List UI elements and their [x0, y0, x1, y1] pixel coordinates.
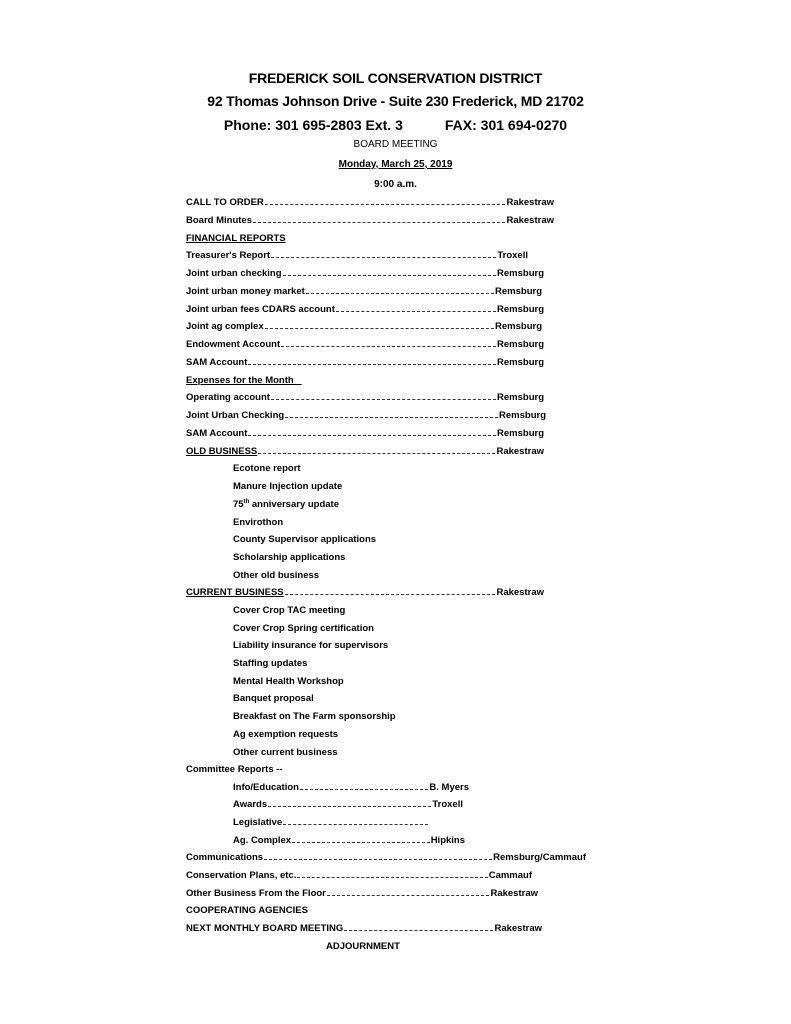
- agenda-row-endowment-account: [186, 338, 544, 352]
- agenda-presenter: Rakestraw: [506, 197, 554, 208]
- agenda-presenter: Rakestraw: [496, 587, 544, 598]
- leader-line: [265, 328, 494, 329]
- leader-line: [268, 806, 431, 807]
- agenda-presenter: Remsburg: [497, 428, 544, 439]
- meeting-time: 9:00 a.m.: [374, 179, 417, 190]
- agenda-row-treasurers-report: [186, 249, 528, 263]
- leader-line: [264, 859, 492, 860]
- agenda-row-joint-urban-checking-2: [186, 409, 546, 423]
- agenda-label: Joint ag complex: [186, 321, 264, 332]
- current-item-staffing: Staffing updates: [233, 658, 308, 669]
- agenda-row-sam-account: [186, 356, 544, 370]
- agenda-presenter: Troxell: [497, 250, 528, 261]
- agenda-row-joint-urban-checking: [186, 267, 544, 281]
- leader-line: [283, 275, 496, 276]
- agenda-presenter: Remsburg: [497, 339, 544, 350]
- leader-line: [271, 399, 496, 400]
- cooperating-agencies-heading: COOPERATING AGENCIES: [186, 905, 308, 916]
- agenda-row-operating-account: [186, 391, 544, 405]
- agenda-presenter: Cammauf: [488, 870, 532, 881]
- leader-line: [253, 222, 505, 223]
- meeting-title: BOARD MEETING: [353, 139, 438, 150]
- old-item-scholarship: Scholarship applications: [233, 552, 346, 563]
- agenda-label: Ag. Complex: [233, 835, 292, 846]
- agenda-label: Board Minutes: [186, 215, 252, 226]
- agenda-label: OLD BUSINESS: [186, 446, 258, 457]
- agenda-row-conservation-plans: [186, 869, 532, 883]
- agenda-label: Joint urban money market: [186, 286, 305, 297]
- leader-line: [336, 311, 496, 312]
- leader-line: [292, 842, 430, 843]
- fax-number: FAX: 301 694-0270: [444, 117, 568, 133]
- committee-reports-heading: Committee Reports --: [186, 764, 283, 775]
- agenda-row-current-business: [186, 586, 544, 600]
- leader-line: [344, 930, 493, 931]
- agenda-label: CURRENT BUSINESS: [186, 587, 284, 598]
- agenda-presenter: Troxell: [432, 799, 463, 810]
- leader-line: [248, 435, 496, 436]
- agenda-presenter: Remsburg: [495, 286, 542, 297]
- leader-line: [285, 417, 498, 418]
- leader-line: [297, 877, 487, 878]
- phone-number: Phone: 301 695-2803 Ext. 3: [223, 117, 403, 133]
- leader-line: [283, 824, 428, 825]
- leader-line: [271, 257, 496, 258]
- agenda-label: SAM Account: [186, 357, 248, 368]
- current-item-mental-health: Mental Health Workshop: [233, 676, 344, 687]
- leader-line: [265, 204, 506, 205]
- anniversary-suffix: th: [243, 498, 250, 505]
- financial-reports-heading: FINANCIAL REPORTS: [186, 233, 286, 244]
- agenda-row-communications: [186, 851, 586, 865]
- old-item-county-supervisor: County Supervisor applications: [233, 534, 377, 545]
- agenda-row-call-to-order: [186, 196, 554, 210]
- org-address: 92 Thomas Johnson Drive - Suite 230 Frederick, MD 21702: [207, 93, 584, 109]
- meeting-date: Monday, March 25, 2019: [338, 159, 453, 170]
- agenda-label: Other Business From the Floor: [186, 888, 326, 899]
- current-item-breakfast: Breakfast on The Farm sponsorship: [233, 711, 396, 722]
- leader-line: [306, 293, 494, 294]
- committee-row-awards: [233, 798, 463, 812]
- org-name: FREDERICK SOIL CONSERVATION DISTRICT: [248, 70, 543, 86]
- agenda-label: Joint Urban Checking: [186, 410, 285, 421]
- leader-line: [281, 346, 496, 347]
- agenda-label: Awards: [233, 799, 268, 810]
- old-item-ecotone: Ecotone report: [233, 463, 301, 474]
- leader-line: [248, 364, 496, 365]
- agenda-row-old-business: [186, 445, 544, 459]
- old-item-anniversary: [233, 498, 339, 512]
- old-item-envirothon: Envirothon: [233, 517, 284, 528]
- leader-line: [285, 594, 496, 595]
- agenda-presenter: Rakestraw: [490, 888, 538, 899]
- anniversary-text: anniversary update: [249, 499, 340, 510]
- agenda-presenter: Remsburg: [497, 392, 544, 403]
- leader-line: [327, 895, 490, 896]
- agenda-label: Conservation Plans, etc.: [186, 870, 297, 881]
- agenda-label: SAM Account: [186, 428, 248, 439]
- agenda-presenter: Remsburg: [497, 304, 544, 315]
- committee-row-info-education: [233, 781, 469, 795]
- agenda-presenter: Hipkins: [430, 835, 465, 846]
- agenda-label: CALL TO ORDER: [186, 197, 264, 208]
- current-item-banquet: Banquet proposal: [233, 693, 314, 704]
- agenda-presenter: Remsburg/Cammauf: [493, 852, 586, 863]
- agenda-row-other-business: [186, 887, 538, 901]
- agenda-label: Operating account: [186, 392, 270, 403]
- leader-line: [300, 789, 428, 790]
- agenda-row-next-meeting: [186, 922, 542, 936]
- agenda-label: NEXT MONTHLY BOARD MEETING: [186, 923, 344, 934]
- old-item-other: Other old business: [233, 570, 320, 581]
- current-item-liability: Liability insurance for supervisors: [233, 640, 389, 651]
- contact-line: [0, 117, 791, 133]
- agenda-label: Joint urban checking: [186, 268, 282, 279]
- committee-row-legislative: [233, 816, 429, 830]
- adjournment: ADJOURNMENT: [326, 941, 400, 952]
- expenses-heading: [186, 374, 302, 388]
- current-item-other: Other current business: [233, 747, 338, 758]
- agenda-presenter: Rakestraw: [494, 923, 542, 934]
- agenda-presenter: Remsburg: [497, 357, 544, 368]
- committee-row-ag-complex: [233, 834, 465, 848]
- current-item-ag-exemption: Ag exemption requests: [233, 729, 339, 740]
- agenda-presenter: Remsburg: [495, 321, 542, 332]
- agenda-presenter: Remsburg: [497, 268, 544, 279]
- agenda-label: Communications: [186, 852, 264, 863]
- leader-line: [258, 453, 495, 454]
- agenda-presenter: Remsburg: [499, 410, 546, 421]
- agenda-row-board-minutes: [186, 214, 554, 228]
- agenda-presenter: Rakestraw: [506, 215, 554, 226]
- agenda-presenter: Rakestraw: [496, 446, 544, 457]
- current-item-spring: Cover Crop Spring certification: [233, 623, 374, 634]
- agenda-presenter: B. Myers: [429, 782, 469, 793]
- agenda-row-joint-urban-money-market: [186, 285, 542, 299]
- agenda-label: Endowment Account: [186, 339, 281, 350]
- anniversary-number: 75: [233, 499, 244, 510]
- old-item-manure: Manure Injection update: [233, 481, 343, 492]
- agenda-row-joint-urban-fees-cdars: [186, 303, 544, 317]
- expenses-heading-text: Expenses for the Month: [186, 375, 294, 386]
- current-item-tac: Cover Crop TAC meeting: [233, 605, 346, 616]
- agenda-label: Info/Education: [233, 782, 299, 793]
- agenda-label: Legislative: [233, 817, 283, 828]
- agenda-label: Joint urban fees CDARS account: [186, 304, 335, 315]
- agenda-row-sam-account-2: [186, 427, 544, 441]
- agenda-label: Treasurer's Report: [186, 250, 271, 261]
- agenda-row-joint-ag-complex: [186, 320, 542, 334]
